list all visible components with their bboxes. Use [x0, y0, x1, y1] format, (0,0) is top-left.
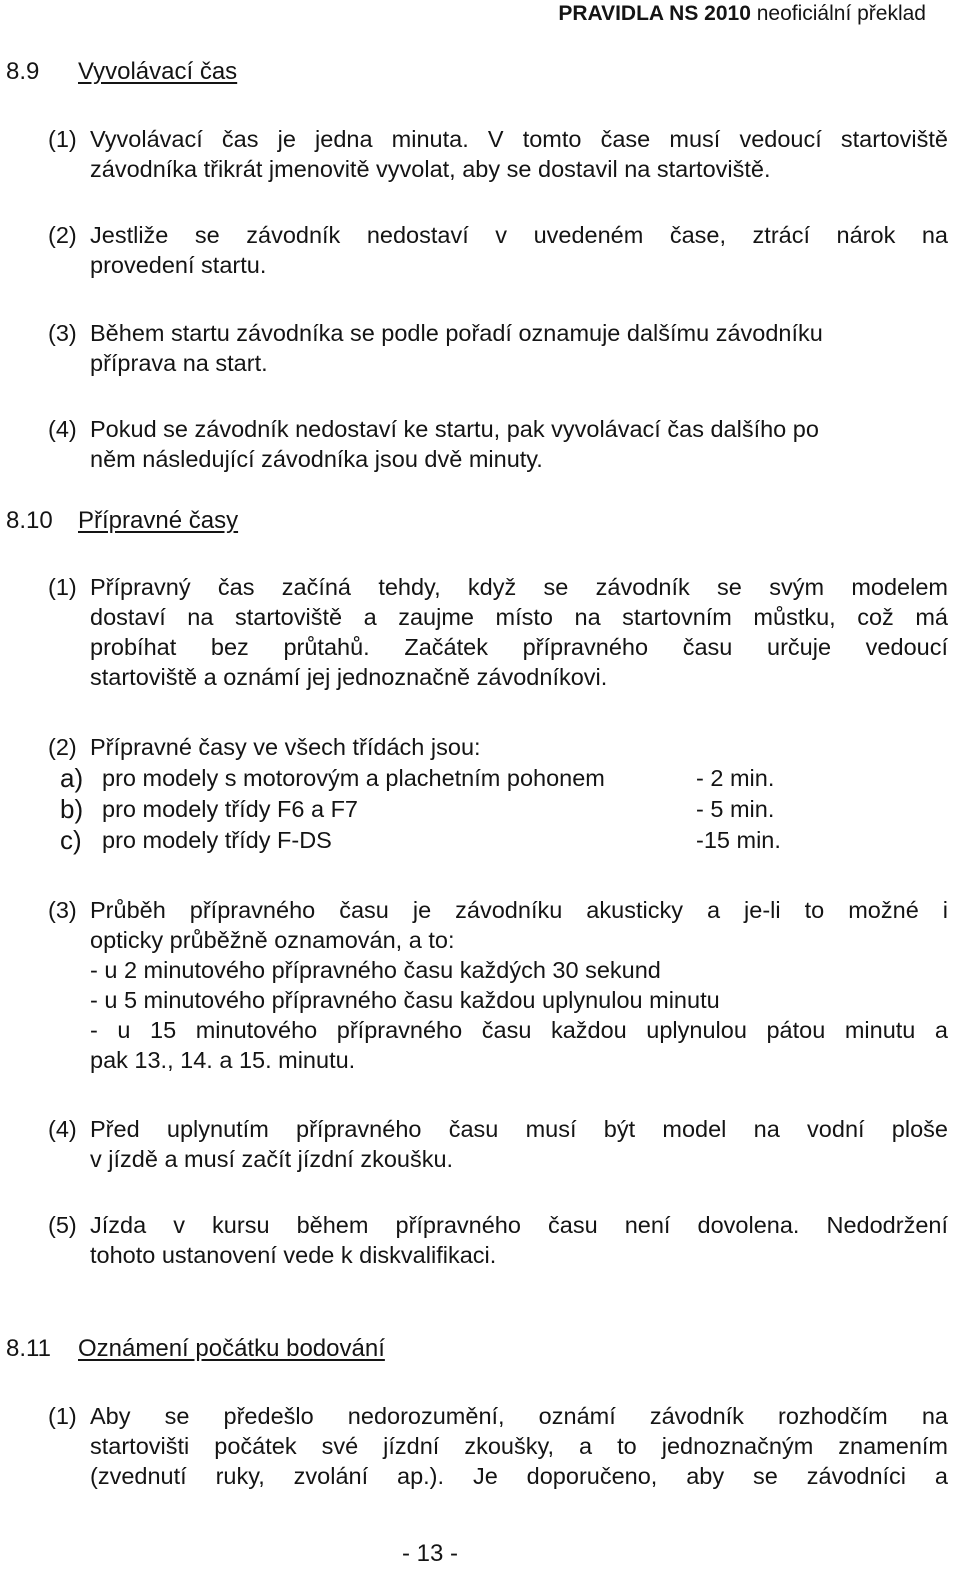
paragraph-line: provedení startu. [90, 252, 267, 278]
paragraph-line: Během startu závodníka se podle pořadí oznamuje dalšímu závodníku [90, 320, 823, 346]
paragraph-number: (4) [48, 416, 77, 442]
paragraph-line: opticky průběžně oznamován, a to: [90, 927, 455, 953]
paragraph-number: (1) [48, 126, 77, 152]
paragraph-line: příprava na start. [90, 350, 268, 376]
paragraph-line: v jízdě a musí začít jízdní zkoušku. [90, 1146, 454, 1172]
list-item [60, 794, 948, 825]
paragraph-number: (5) [48, 1212, 77, 1238]
paragraph-number: (1) [48, 1403, 77, 1429]
paragraph-line: Pokud se závodník nedostaví ke startu, pak vyvolávací čas dalšího po [90, 416, 819, 442]
paragraph-8-9-3 [48, 318, 948, 378]
paragraph-line: pak 13., 14. a 15. minutu. [90, 1047, 356, 1073]
list-item-marker: b) [60, 794, 84, 824]
page-number: - 13 - [401, 1540, 458, 1567]
paragraph-number: (1) [48, 574, 77, 600]
section-heading-8-9 [6, 58, 237, 86]
list-item-text: pro modely s motorovým a plachetním pohonem [102, 765, 605, 791]
paragraph-number: (4) [48, 1116, 77, 1142]
list-item-value: -15 min. [696, 827, 781, 853]
paragraph-number: (3) [48, 320, 77, 346]
paragraph-number: (2) [48, 222, 77, 248]
list-item-value: - 2 min. [696, 765, 775, 791]
paragraph-8-9-2 [48, 220, 948, 280]
paragraph-line: Jestliže se závodník nedostaví v uvedeném čase, ztrácí nárok na [90, 222, 948, 248]
section-number: 8.9 [6, 58, 40, 85]
section-title: Přípravné časy [78, 507, 239, 534]
paragraph-8-10-3 [48, 895, 948, 1075]
paragraph-8-10-1 [48, 572, 948, 692]
paragraph-line: Aby se předešlo nedorozumění, oznámí závodník rozhodčím na [90, 1403, 948, 1429]
paragraph-line: - u 2 minutového přípravného času každých 30 sekund [90, 957, 661, 983]
paragraph-8-10-5 [48, 1210, 948, 1270]
paragraph-line: něm následující závodníka jsou dvě minuty. [90, 446, 543, 472]
header-subtitle: neoficiální překlad [756, 2, 926, 25]
section-title: Vyvolávací čas [78, 58, 238, 85]
paragraph-8-9-1 [48, 124, 948, 184]
list-item-text: pro modely třídy F-DS [102, 827, 332, 853]
paragraph-line: Jízda v kursu během přípravného času není dovolena. Nedodržení [90, 1212, 948, 1238]
paragraph-line: (zvednutí ruky, zvolání ap.). Je doporučeno, aby se závodníci a [90, 1463, 948, 1489]
paragraph-line: Před uplynutím přípravného času musí být model na vodní ploše [90, 1116, 948, 1142]
paragraph-line: startovišti počátek své jízdní zkoušky, a to jednoznačným znamením [90, 1433, 948, 1459]
list-item-marker: c) [60, 825, 82, 855]
paragraph-line: závodníka třikrát jmenovitě vyvolat, aby se dostavil na startoviště. [90, 156, 771, 182]
paragraph-line: Přípravné časy ve všech třídách jsou: [90, 734, 481, 760]
paragraph-line: Přípravný čas začíná tehdy, když se závodník se svým modelem [90, 574, 948, 600]
section-heading-8-10 [6, 507, 238, 535]
list-item-marker: a) [60, 763, 84, 793]
section-number: 8.11 [6, 1335, 51, 1362]
paragraph-line: dostaví na startoviště a zaujme místo na startovním můstku, což má [90, 604, 948, 630]
section-number: 8.10 [6, 507, 53, 534]
section-heading-8-11 [6, 1335, 385, 1363]
header-title: PRAVIDLA NS 2010 [558, 2, 751, 25]
paragraph-line: startoviště a oznámí jej jednoznačně závodníkovi. [90, 664, 608, 690]
page-header [558, 2, 926, 26]
paragraph-line: - u 15 minutového přípravného času každou uplynulou pátou minutu a [90, 1017, 948, 1043]
paragraph-8-11-1 [48, 1401, 948, 1491]
paragraph-line: Vyvolávací čas je jedna minuta. V tomto čase musí vedoucí startoviště [90, 126, 948, 152]
list-item [60, 763, 948, 794]
paragraph-number: (2) [48, 734, 77, 760]
paragraph-line: Průběh přípravného času je závodníku akusticky a je-li to možné i [90, 897, 948, 923]
paragraph-line: - u 5 minutového přípravného času každou uplynulou minutu [90, 987, 720, 1013]
list-item-value: - 5 min. [696, 796, 775, 822]
list-item-text: pro modely třídy F6 a F7 [102, 796, 358, 822]
list-item [60, 825, 948, 856]
paragraph-8-10-4 [48, 1114, 948, 1174]
paragraph-number: (3) [48, 897, 77, 923]
paragraph-line: probíhat bez průtahů. Začátek přípravného času určuje vedoucí [90, 634, 948, 660]
paragraph-8-9-4 [48, 414, 948, 474]
paragraph-line: tohoto ustanovení vede k diskvalifikaci. [90, 1242, 497, 1268]
paragraph-8-10-2 [48, 732, 948, 856]
section-title: Oznámení počátku bodování [78, 1335, 385, 1362]
